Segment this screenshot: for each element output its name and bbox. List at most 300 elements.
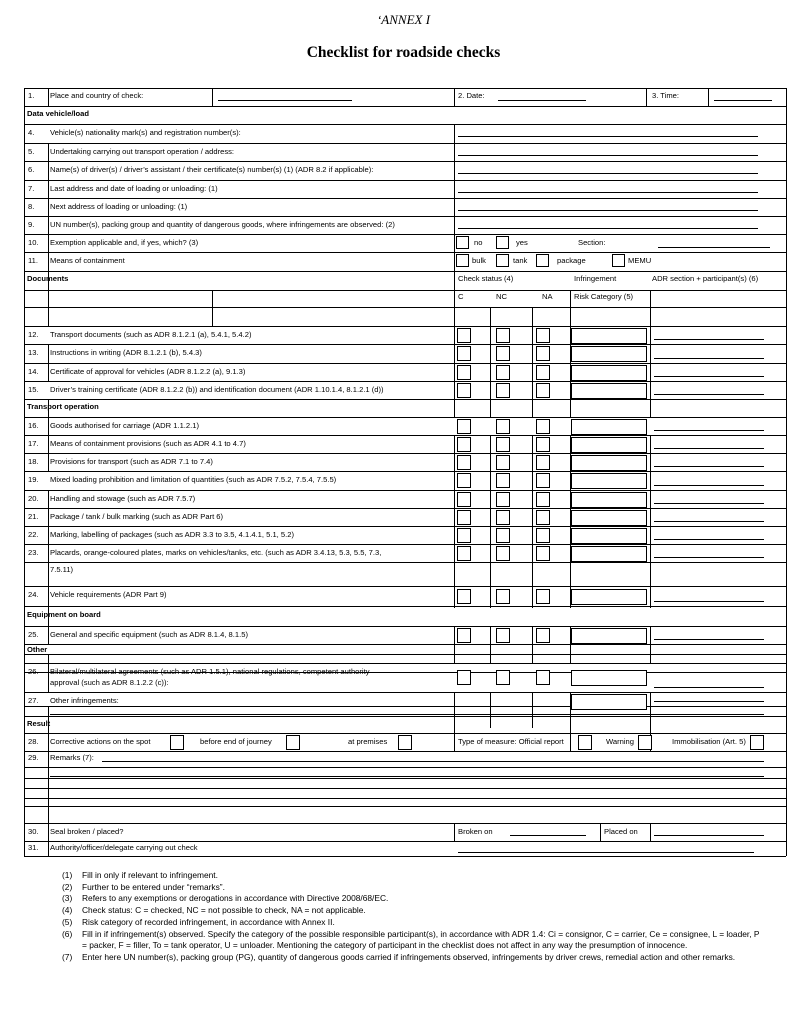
annex-label: ‘ANNEX I — [376, 12, 431, 27]
rule-line — [24, 88, 25, 856]
row-number: 1. — [28, 91, 35, 100]
rule-line — [24, 399, 786, 400]
checkbox-nc[interactable] — [496, 419, 510, 434]
footnote-text: Enter here UN number(s), packing group (PG), quantity of dangerous goods carried if infringements observed, infringements by driver crews, remedial action and other remarks. — [82, 951, 736, 962]
row-label: Package / tank / bulk marking (such as ADR Part 6) — [50, 512, 224, 521]
before-journey-label: before end of journey — [200, 737, 272, 746]
risk-category-box[interactable] — [571, 419, 647, 435]
rule-line — [650, 326, 651, 417]
risk-category-box[interactable] — [571, 473, 647, 489]
footnote-number: (2) — [62, 881, 73, 892]
row-label: Undertaking carrying out transport operation / address: — [50, 147, 235, 156]
adr-section-input[interactable] — [654, 521, 764, 522]
rule-line — [532, 626, 533, 663]
adr-section-input[interactable] — [654, 394, 764, 395]
row-label: Vehicle(s) nationality mark(s) and registration number(s): — [50, 128, 241, 137]
checkbox-c[interactable] — [457, 589, 471, 604]
rule-line — [24, 417, 786, 418]
row-label: Bilateral/multilateral agreements (such as ADR 1.5.1), national regulations, competent authority — [50, 667, 370, 676]
row-number: 10. — [28, 238, 39, 247]
rule-line — [24, 290, 786, 291]
checkbox-nc[interactable] — [496, 437, 510, 452]
checkbox-na[interactable] — [536, 628, 550, 643]
row-number: 11. — [28, 256, 38, 265]
checkbox-memu[interactable] — [612, 254, 625, 267]
rule-line — [24, 767, 786, 768]
option-label: package — [557, 256, 586, 265]
data-input[interactable] — [458, 210, 758, 211]
row-number: 7. — [28, 184, 35, 193]
row-number: 18. — [28, 457, 39, 466]
rule-line — [48, 252, 49, 271]
checkbox-c[interactable] — [457, 510, 471, 525]
checkbox-c[interactable] — [457, 546, 471, 561]
section-heading: Equipment on board — [27, 610, 101, 619]
rule-line — [48, 626, 49, 644]
rule-line — [48, 798, 49, 806]
row-label: Last address and date of loading or unloading: (1) — [50, 184, 218, 193]
footnote — [62, 870, 762, 882]
row-number: 9. — [28, 220, 35, 229]
row-label: Means of containment provisions (such as ADR 4.1 to 4.7) — [50, 439, 246, 448]
footnote — [62, 893, 762, 905]
rule-line — [786, 88, 787, 856]
rule-line — [532, 307, 533, 326]
rule-line — [24, 252, 786, 253]
rule-line — [24, 143, 786, 144]
checkbox-before-journey[interactable] — [286, 735, 300, 750]
data-input[interactable] — [458, 192, 758, 193]
checkbox-nc[interactable] — [496, 546, 510, 561]
risk-category-header: Risk Category (5) — [574, 292, 634, 301]
row-label: Vehicle requirements (ADR Part 9) — [50, 590, 167, 599]
adr-section-input[interactable] — [654, 485, 764, 486]
row-number: 29. — [28, 753, 39, 762]
checkbox-yes[interactable] — [496, 236, 509, 249]
remarks-input[interactable] — [50, 798, 764, 799]
footnote — [62, 882, 762, 894]
authority-input[interactable] — [458, 852, 754, 853]
data-input[interactable] — [458, 136, 758, 137]
checkbox-c[interactable] — [457, 455, 471, 470]
row-number: 16. — [28, 421, 39, 430]
checkbox-nc[interactable] — [496, 492, 510, 507]
checkbox-nc[interactable] — [496, 510, 510, 525]
column-nc-header: NC — [496, 292, 507, 301]
risk-category-box[interactable] — [571, 346, 647, 362]
rule-line — [454, 252, 455, 290]
rule-line — [24, 526, 786, 527]
immobilisation-label: Immobilisation (Art. 5) — [672, 737, 746, 746]
rule-line — [600, 823, 601, 841]
rule-line — [490, 626, 491, 663]
adr-section-input[interactable] — [654, 430, 764, 431]
checkbox-nc[interactable] — [496, 383, 510, 398]
rule-line — [24, 663, 786, 664]
rule-line — [24, 856, 786, 857]
place-input[interactable] — [218, 100, 352, 101]
remarks-label: Remarks (7): — [50, 753, 94, 762]
rule-line — [24, 180, 786, 181]
footnote — [62, 952, 762, 964]
rule-line — [24, 216, 786, 217]
rule-line — [48, 508, 49, 526]
row-number: 26. — [28, 667, 39, 676]
risk-category-box[interactable] — [571, 437, 647, 453]
checkbox-na[interactable] — [536, 589, 550, 604]
rule-line — [24, 733, 786, 734]
adr-section-input[interactable] — [654, 503, 764, 504]
section-label: Section: — [578, 238, 606, 247]
row-number: 17. — [28, 439, 39, 448]
row-label: Handling and stowage (such as ADR 7.5.7) — [50, 494, 196, 503]
checkbox-nc[interactable] — [496, 455, 510, 470]
row-number: 27. — [28, 696, 39, 705]
rule-line — [24, 706, 786, 707]
remarks-input[interactable] — [50, 788, 764, 789]
rule-line — [454, 124, 455, 252]
rule-line — [24, 586, 786, 587]
rule-line — [212, 88, 213, 106]
rule-line — [48, 823, 49, 841]
footnote-text: Fill in only if relevant to infringement. — [82, 870, 218, 880]
rule-line — [570, 728, 571, 751]
checkbox-c[interactable] — [457, 528, 471, 543]
rule-line — [24, 435, 786, 436]
remarks-input[interactable] — [50, 776, 764, 777]
rule-line — [212, 290, 213, 326]
row-label: Placards, orange-coloured plates, marks on vehicles/tanks, etc. (such as ADR 3.4.13, 5.3, 5.5, 7.3, — [50, 548, 382, 557]
risk-category-box[interactable] — [571, 455, 647, 471]
adr-section-input[interactable] — [654, 448, 764, 449]
rule-line — [48, 663, 49, 672]
checkbox-nc[interactable] — [496, 328, 510, 343]
rule-line — [454, 290, 455, 326]
checkbox-na[interactable] — [536, 328, 550, 343]
rule-line — [24, 271, 786, 272]
place-label: Place and country of check: — [50, 91, 144, 100]
footnote-number: (4) — [62, 905, 73, 916]
rule-line — [48, 490, 49, 508]
checkbox-na[interactable] — [536, 510, 550, 525]
rule-line — [24, 778, 786, 779]
check-status-header: Check status (4) — [458, 274, 514, 283]
rule-line — [24, 751, 786, 752]
rule-line — [454, 88, 455, 106]
placed-on-label: Placed on — [604, 827, 638, 836]
rule-line — [48, 767, 49, 778]
other-infringements-input[interactable] — [50, 714, 764, 715]
row-label: Instructions in writing (ADR 8.1.2.1 (b), 5.4.3) — [50, 348, 202, 357]
checkbox-c[interactable] — [457, 383, 471, 398]
risk-category-box[interactable] — [571, 694, 647, 710]
risk-category-box[interactable] — [571, 383, 647, 399]
row-label: Mixed loading prohibition and limitation of quantities (such as ADR 7.5.2, 7.5.4, 7.5.5) — [50, 475, 337, 484]
rule-line — [490, 692, 491, 728]
adr-section-input[interactable] — [654, 466, 764, 467]
adr-section-input[interactable] — [654, 539, 764, 540]
option-label: yes — [516, 238, 528, 247]
risk-category-box[interactable] — [571, 528, 647, 544]
checkbox-na[interactable] — [536, 437, 550, 452]
rule-line — [48, 526, 49, 544]
row-label: Means of containment — [50, 256, 125, 265]
rule-line — [24, 88, 786, 89]
checkbox-premises[interactable] — [398, 735, 412, 750]
rule-line — [490, 326, 491, 417]
footnote-text: Risk category of recorded infringement, in accordance with Annex II. — [82, 916, 335, 927]
checkbox-immobilisation[interactable] — [750, 735, 764, 750]
rule-line — [48, 733, 49, 751]
checkbox-c[interactable] — [457, 628, 471, 643]
rule-line — [24, 644, 786, 645]
row-number: 6. — [28, 165, 35, 174]
rule-line — [708, 88, 709, 106]
rule-line — [48, 290, 49, 307]
rule-line — [48, 234, 49, 252]
row-label: Next address of loading or unloading: (1) — [50, 202, 188, 211]
checkbox-official-report[interactable] — [578, 735, 592, 750]
checkbox-na[interactable] — [536, 670, 550, 685]
checkbox-na[interactable] — [536, 528, 550, 543]
checklist-form — [24, 88, 786, 856]
checkbox-na[interactable] — [536, 346, 550, 361]
checkbox-c[interactable] — [457, 419, 471, 434]
row-label: Marking, labelling of packages (such as ADR 3.3 to 3.5, 4.1.4.1, 5.1, 5.2) — [50, 530, 294, 539]
adr-section-input[interactable] — [654, 376, 764, 377]
footnote-number: (6) — [62, 928, 73, 939]
risk-category-box[interactable] — [571, 628, 647, 644]
column-c-header: C — [458, 292, 464, 301]
row-number: 13. — [28, 348, 39, 357]
row-label: Other infringements: — [50, 696, 119, 705]
checkbox-nc[interactable] — [496, 346, 510, 361]
checkbox-na[interactable] — [536, 492, 550, 507]
checkbox-c[interactable] — [457, 346, 471, 361]
time-label: 3. Time: — [652, 91, 680, 100]
data-input[interactable] — [458, 228, 758, 229]
adr-section-input[interactable] — [654, 358, 764, 359]
checkbox-nc[interactable] — [496, 589, 510, 604]
row-number: 24. — [28, 590, 39, 599]
rule-line — [48, 654, 49, 663]
row-label: Driver’s training certificate (ADR 8.1.2.2 (b)) and identification document (ADR 1.10.1.4, 8.1.2.1 (d)) — [50, 385, 384, 394]
checkbox-na[interactable] — [536, 546, 550, 561]
rule-line — [24, 606, 786, 607]
checkbox-na[interactable] — [536, 365, 550, 380]
risk-category-box[interactable] — [571, 492, 647, 508]
rule-line — [48, 435, 49, 453]
footnote-number: (5) — [62, 916, 73, 927]
placed-on-input[interactable] — [654, 835, 764, 836]
section-heading: Data vehicle/load — [27, 109, 90, 118]
section-input[interactable] — [658, 247, 770, 248]
rule-line — [48, 544, 49, 562]
risk-category-box[interactable] — [571, 589, 647, 605]
footnote — [62, 917, 762, 929]
data-input[interactable] — [458, 173, 758, 174]
rule-line — [48, 586, 49, 606]
rule-line — [48, 841, 49, 856]
risk-category-box[interactable] — [571, 510, 647, 526]
broken-on-label: Broken on — [458, 827, 493, 836]
row-number: 19. — [28, 475, 39, 484]
rule-line — [24, 381, 786, 382]
option-label: tank — [513, 256, 528, 265]
premises-label: at premises — [348, 737, 388, 746]
row-number: 20. — [28, 494, 39, 503]
checkbox-nc[interactable] — [496, 528, 510, 543]
footnote-text: Further to be entered under “remarks”. — [82, 881, 225, 892]
rule-line — [650, 823, 651, 841]
row-label: Goods authorised for carriage (ADR 1.1.2.1) — [50, 421, 199, 430]
rule-line — [532, 692, 533, 728]
checkbox-nc[interactable] — [496, 473, 510, 488]
checkbox-c[interactable] — [457, 473, 471, 488]
rule-line — [48, 216, 49, 234]
rule-line — [48, 453, 49, 471]
adr-section-header: ADR section + participant(s) (6) — [652, 274, 759, 283]
checkbox-nc[interactable] — [496, 365, 510, 380]
rule-line — [24, 841, 786, 842]
rule-line — [650, 435, 651, 608]
rule-line — [48, 143, 49, 161]
rule-line — [24, 161, 786, 162]
rule-line — [532, 326, 533, 417]
rule-line — [48, 344, 49, 363]
rule-line — [24, 234, 786, 235]
row-number: 15. — [28, 385, 39, 394]
checkbox-c[interactable] — [457, 670, 471, 685]
section-heading: Other — [27, 645, 48, 654]
adr-section-input[interactable] — [654, 701, 764, 702]
adr-section-input[interactable] — [654, 601, 764, 602]
section-heading: Transport operation — [27, 402, 99, 411]
rule-line — [48, 161, 49, 180]
measure-label: Type of measure: Official report — [458, 737, 564, 746]
checkbox-warning[interactable] — [638, 735, 652, 750]
rule-line — [454, 823, 455, 841]
rule-line — [48, 778, 49, 788]
adr-section-input[interactable] — [654, 339, 764, 340]
rule-line — [454, 435, 455, 608]
rule-line — [490, 435, 491, 608]
risk-category-box[interactable] — [571, 365, 647, 381]
checkbox-on-the-spot[interactable] — [170, 735, 184, 750]
row-label: Name(s) of driver(s) / driver’s assistant / their certificate(s) number(s) (1) (ADR 8.2 if applicable): — [50, 165, 374, 174]
risk-category-box[interactable] — [571, 670, 647, 686]
checkbox-na[interactable] — [536, 419, 550, 434]
row-number: 30. — [28, 827, 39, 836]
adr-section-input[interactable] — [654, 687, 764, 688]
checkbox-package[interactable] — [536, 254, 549, 267]
risk-category-box[interactable] — [571, 328, 647, 344]
rule-line — [48, 417, 49, 435]
infringement-header: Infringement — [574, 274, 617, 283]
rule-line — [24, 716, 786, 717]
row-number: 4. — [28, 128, 35, 137]
checkbox-na[interactable] — [536, 473, 550, 488]
broken-on-input[interactable] — [510, 835, 586, 836]
column-na-header: NA — [542, 292, 553, 301]
row-label: Certificate of approval for vehicles (ADR 8.1.2.2 (a), 9.1.3) — [50, 367, 246, 376]
footnote — [62, 905, 762, 917]
rule-line — [48, 198, 49, 216]
row-label: Transport documents (such as ADR 8.1.2.1 (a), 5.4.1, 5.4.2) — [50, 330, 252, 339]
row-label: UN number(s), packing group and quantity of dangerous goods, where infringements are observed: (2) — [50, 220, 395, 229]
rule-line — [24, 562, 786, 563]
footnote-number: (1) — [62, 870, 73, 880]
row-number: 22. — [28, 530, 39, 539]
rule-line — [48, 751, 49, 767]
date-input[interactable] — [498, 100, 586, 101]
row-number: 23. — [28, 548, 39, 557]
rule-line — [24, 654, 786, 655]
checkbox-tank[interactable] — [496, 254, 509, 267]
rule-line — [48, 307, 49, 326]
rule-line — [650, 290, 651, 326]
checkbox-na[interactable] — [536, 455, 550, 470]
row-number: 14. — [28, 367, 39, 376]
remarks-input[interactable] — [50, 806, 764, 807]
checkbox-no[interactable] — [456, 236, 469, 249]
row-label-continued: 7.5.11) — [50, 565, 74, 574]
data-input[interactable] — [458, 155, 758, 156]
rule-line — [24, 307, 786, 308]
rule-line — [24, 106, 786, 107]
risk-category-box[interactable] — [571, 546, 647, 562]
footnote-text: Refers to any exemptions or derogations in accordance with Directive 2008/68/EC. — [82, 893, 389, 904]
adr-section-input[interactable] — [654, 557, 764, 558]
time-input[interactable] — [714, 100, 772, 101]
checkbox-c[interactable] — [457, 365, 471, 380]
remarks-input[interactable] — [102, 761, 764, 762]
rule-line — [48, 788, 49, 798]
rule-line — [48, 672, 49, 692]
checkbox-nc[interactable] — [496, 670, 510, 685]
row-number: 21. — [28, 512, 39, 521]
checkbox-c[interactable] — [457, 492, 471, 507]
rule-line — [24, 326, 786, 327]
authority-label: Authority/officer/delegate carrying out check — [50, 843, 198, 852]
rule-line — [24, 344, 786, 345]
checkbox-na[interactable] — [536, 383, 550, 398]
checkbox-c[interactable] — [457, 437, 471, 452]
row-number: 8. — [28, 202, 35, 211]
row-label: Provisions for transport (such as ADR 7.1 to 7.4) — [50, 457, 213, 466]
rule-line — [24, 490, 786, 491]
footnote-number: (7) — [62, 951, 73, 962]
row-number: 25. — [28, 630, 39, 639]
footnote-text: Check status: C = checked, NC = not possible to check, NA = not applicable. — [82, 905, 366, 916]
rule-line — [24, 508, 786, 509]
rule-line — [24, 471, 786, 472]
row-number: 5. — [28, 147, 35, 156]
footnote-number: (3) — [62, 893, 73, 904]
rule-line — [646, 88, 647, 106]
adr-section-input[interactable] — [654, 639, 764, 640]
rule-line — [454, 692, 455, 728]
rule-line — [24, 626, 786, 627]
checkbox-nc[interactable] — [496, 628, 510, 643]
checkbox-bulk[interactable] — [456, 254, 469, 267]
rule-line — [490, 307, 491, 326]
rule-line — [454, 326, 455, 417]
seal-label: Seal broken / placed? — [50, 827, 124, 836]
rule-line — [24, 823, 786, 824]
row-number: 31. — [28, 843, 39, 852]
checkbox-c[interactable] — [457, 328, 471, 343]
